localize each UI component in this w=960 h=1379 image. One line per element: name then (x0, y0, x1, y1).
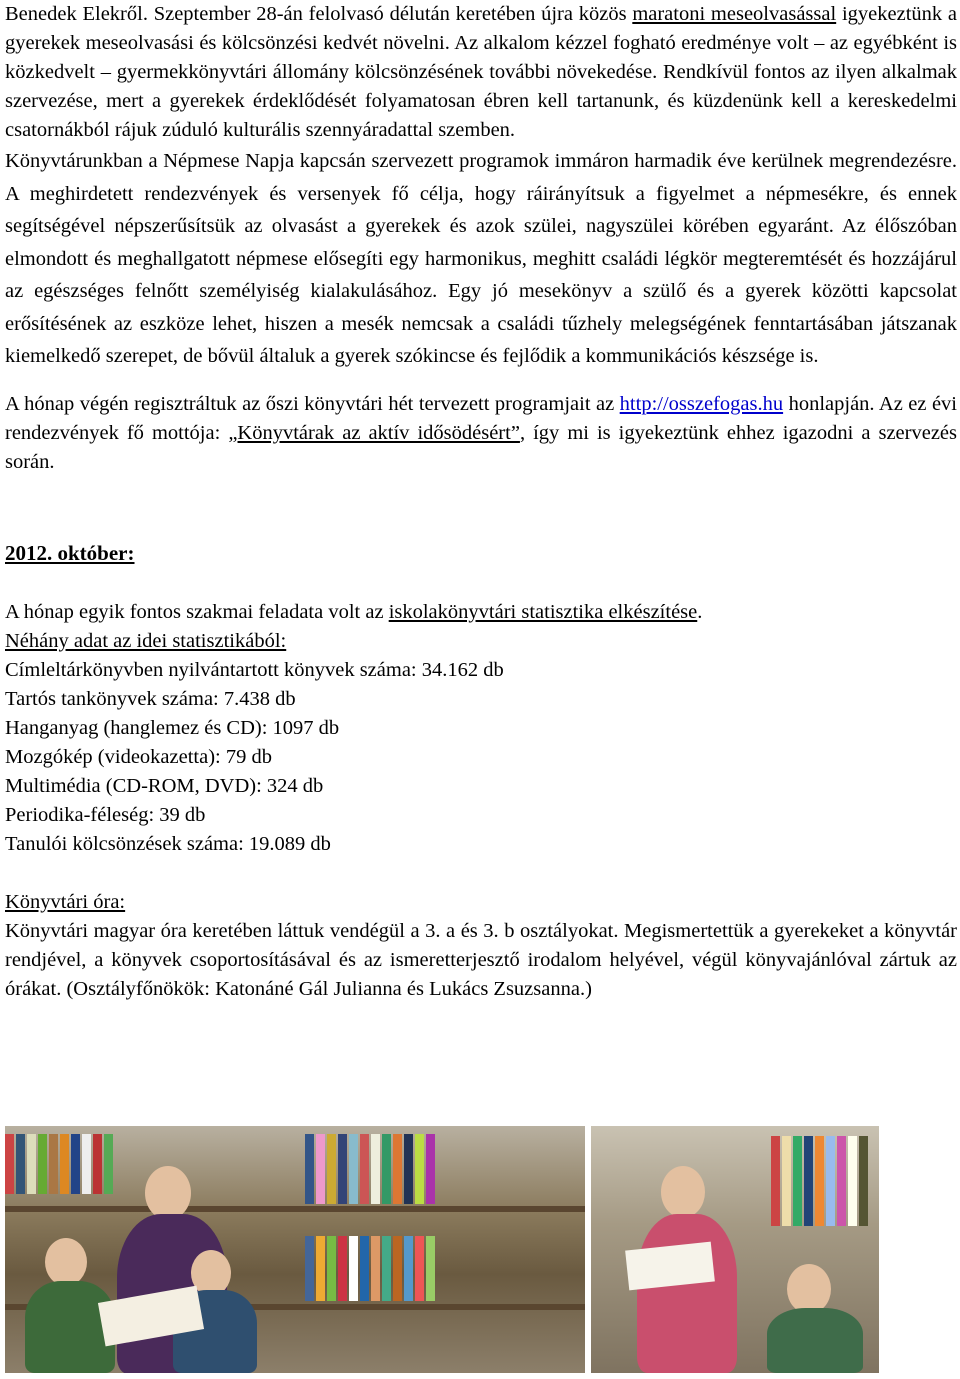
task-underlined: iskolakönyvtári statisztika elkészítése (388, 600, 698, 623)
paragraph-text: A hónap végén regisztráltuk az őszi könyvtári hét tervezett programjait az (5, 392, 620, 415)
bookshelf (305, 1236, 437, 1301)
paragraph-meseolvasas (5, 0, 957, 145)
motto-text: „Könyvtárak az aktív idősödésért” (228, 421, 520, 444)
paragraph-nepmese-napja: Könyvtárunkban a Népmese Napja kapcsán szervezett programok immáron harmadik éve kerülnek megrendezésre. A meghirdetett rendezvények és versenyek fő célja, hogy ráirányítsuk a figyelmet a népmesékre, és ennek segítségével népszerűsítsük az olvasást a gyerekek és azok szülei, nagyszülei körében egyaránt. Az élőszóban elmondott és meghallgatott népmese elősegíti egy harmonikus, meghitt családi légkör megteremtését és hozzájárul az egészséges felnőtt személyiség kialakulásához. Egy jó mesekönyv a szülő és a gyerek közötti kapcsolat erősítésének az eszköze lehet, hiszen a mesék nemcsak a családi tűzhely melegségének fenntartásában játszanak kiemelkedő szerepet, de bővül általuk a gyerek szókincse és fejlődik a kommunikációs készsége is. (5, 150, 957, 367)
osszefogas-link[interactable]: http://osszefogas.hu (619, 392, 784, 415)
paragraph-text: , így mi is igyekeztünk ehhez igazodni a szervezés során. (5, 421, 957, 473)
library-lesson-section (5, 888, 957, 1004)
child-head (661, 1166, 705, 1218)
child-head (787, 1264, 831, 1314)
photo-strip (5, 1126, 879, 1373)
bookshelf (771, 1136, 870, 1226)
child-figure (767, 1308, 863, 1373)
bookshelf (5, 1134, 115, 1194)
stat-item: Tanulói kölcsönzések száma: 19.089 db (5, 832, 331, 855)
paragraph-text: Benedek Elekről. Szeptember 28-án felolvasó délután keretében újra közös (5, 3, 633, 25)
lesson-paragraph: Könyvtári magyar óra keretében láttuk vendégül a 3. a és 3. b osztályokat. Megismertettük a gyerekeket a könyvtár rendjével, a könyvek csoportosításával és az ismeretterjesztő irodalom helyével, végül könyvajánlóval zártuk az órákat. (Osztályfőnökök: Katonáné Gál Julianna és Lukács Zsuzsanna.) (5, 919, 957, 1000)
paragraph-konyvtari-het (5, 390, 957, 477)
stat-item: Periodika-féleség: 39 db (5, 803, 206, 826)
bookshelf (305, 1134, 437, 1204)
child-figure (637, 1214, 737, 1373)
document-page (5, 0, 957, 1004)
child-head (45, 1238, 87, 1286)
task-text: A hónap egyik fontos szakmai feladata volt az (5, 600, 389, 623)
stat-item: Tartós tankönyvek száma: 7.438 db (5, 687, 296, 710)
stat-item: Multimédia (CD-ROM, DVD): 324 db (5, 774, 324, 797)
shelf-board (5, 1206, 585, 1212)
photo-children-reading (591, 1126, 879, 1373)
paragraph-text: honlapján. Az ez évi rendezvények fő mottója: (5, 392, 957, 444)
task-line (5, 598, 957, 627)
stat-item: Hanganyag (hanglemez és CD): 1097 db (5, 716, 340, 739)
statistics-block (5, 598, 957, 859)
adult-head (145, 1166, 191, 1220)
stat-item: Mozgókép (videokazetta): 79 db (5, 745, 272, 768)
stats-title: Néhány adat az idei statisztikából: (5, 629, 287, 652)
task-text: . (697, 600, 703, 623)
section-title: Könyvtári óra: (5, 890, 126, 913)
paragraph-text: igyekeztünk a gyerekek meseolvasási és kölcsönzési kedvét növelni. Az alkalom kézzel fogható eredménye volt – az egyébként is közkedvelt – gyermekkönyvtári állomány kölcsönzésének további növekedése. Rendkívül fontos az ilyen alkalmak szervezése, mert a gyerekek érdeklődését folyamatosan ébren kell tartanunk, és küzdenünk kell a kereskedelmi csatornákból rájuk zúduló kulturális szennyáradattal szemben. (5, 3, 957, 141)
month-heading: 2012. október: (5, 540, 135, 565)
underlined-phrase: maratoni meseolvasással (632, 3, 837, 25)
stat-item: Címleltárkönyvben nyilvántartott könyvek száma: 34.162 db (5, 658, 504, 681)
photo-library-lesson (5, 1126, 585, 1373)
